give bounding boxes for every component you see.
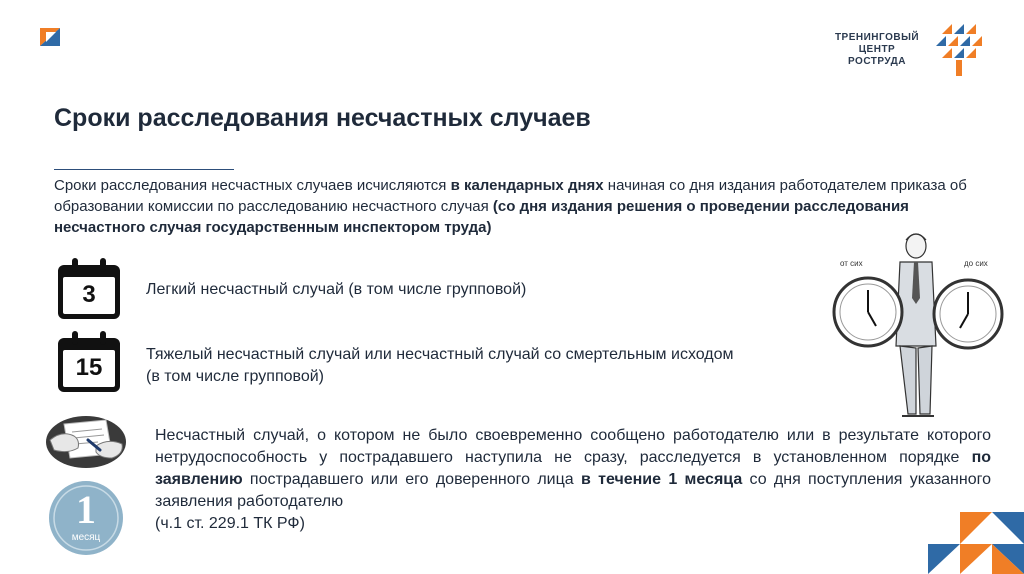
- calendar-days-number: 15: [75, 354, 103, 381]
- brand-block: [834, 22, 984, 78]
- heavy-case-line-1: Тяжелый несчастный случай или несчастный случай со смертельным исходом: [146, 346, 734, 363]
- brand-line-1: ТРЕНИНГОВЫЙ: [834, 32, 920, 43]
- illustration-label-left: от сих: [840, 259, 863, 268]
- calendar-icon: [56, 257, 122, 321]
- brand-name: [834, 32, 920, 68]
- title-divider: [54, 169, 234, 170]
- calendar-icon: [56, 330, 122, 394]
- intro-bold-2: (со дня издания решения о проведении расследования несчастного случая государственным инспектором труда): [54, 198, 909, 236]
- month-icon-word: месяц: [71, 532, 101, 543]
- heavy-case-line-2: (в том числе групповой): [146, 368, 324, 385]
- calendar-days-number: 3: [82, 281, 96, 308]
- brand-line-3: РОСТРУДА: [848, 56, 906, 67]
- month-icon-number: 1: [76, 487, 96, 532]
- heavy-case-text: [146, 344, 856, 388]
- illustration-label-right: до сих: [964, 259, 988, 268]
- month-text-2: пострадавшего или его доверенного лица: [242, 471, 581, 488]
- month-text-3: со дня поступления указанного заявления работодателю: [155, 471, 992, 510]
- intro-bold-1: в календарных днях: [450, 177, 604, 194]
- light-case-text: Легкий несчастный случай (в том числе групповой): [146, 281, 527, 298]
- month-icon: [48, 480, 124, 556]
- month-text-1: Несчастный случай, о котором не было своевременно сообщено работодателю или в результате которого нетрудоспособность у пострадавшего наступила не сразу, расследуется в установленном порядке: [155, 427, 991, 466]
- hand-writing-icon: [44, 410, 128, 470]
- brand-line-2: ЦЕНТР: [858, 44, 896, 55]
- month-bold-1: по заявлению: [155, 449, 991, 488]
- rostrud-logo-icon: [934, 22, 984, 78]
- corner-triangle-icon: [40, 28, 60, 46]
- page-title: Сроки расследования несчастных случаев: [54, 104, 591, 132]
- decorative-corner-pattern: [920, 504, 1024, 574]
- intro-text-2: начиная со дня издания работодателем приказа об образовании комиссии по расследованию несчастного случая: [54, 177, 967, 215]
- man-with-clocks-illustration: [832, 228, 1012, 420]
- month-bold-2: в течение 1 месяца: [580, 471, 743, 488]
- law-reference: (ч.1 ст. 229.1 ТК РФ): [155, 515, 305, 532]
- month-case-paragraph: [155, 425, 991, 535]
- intro-text-1: Сроки расследования несчастных случаев исчисляются: [54, 177, 451, 194]
